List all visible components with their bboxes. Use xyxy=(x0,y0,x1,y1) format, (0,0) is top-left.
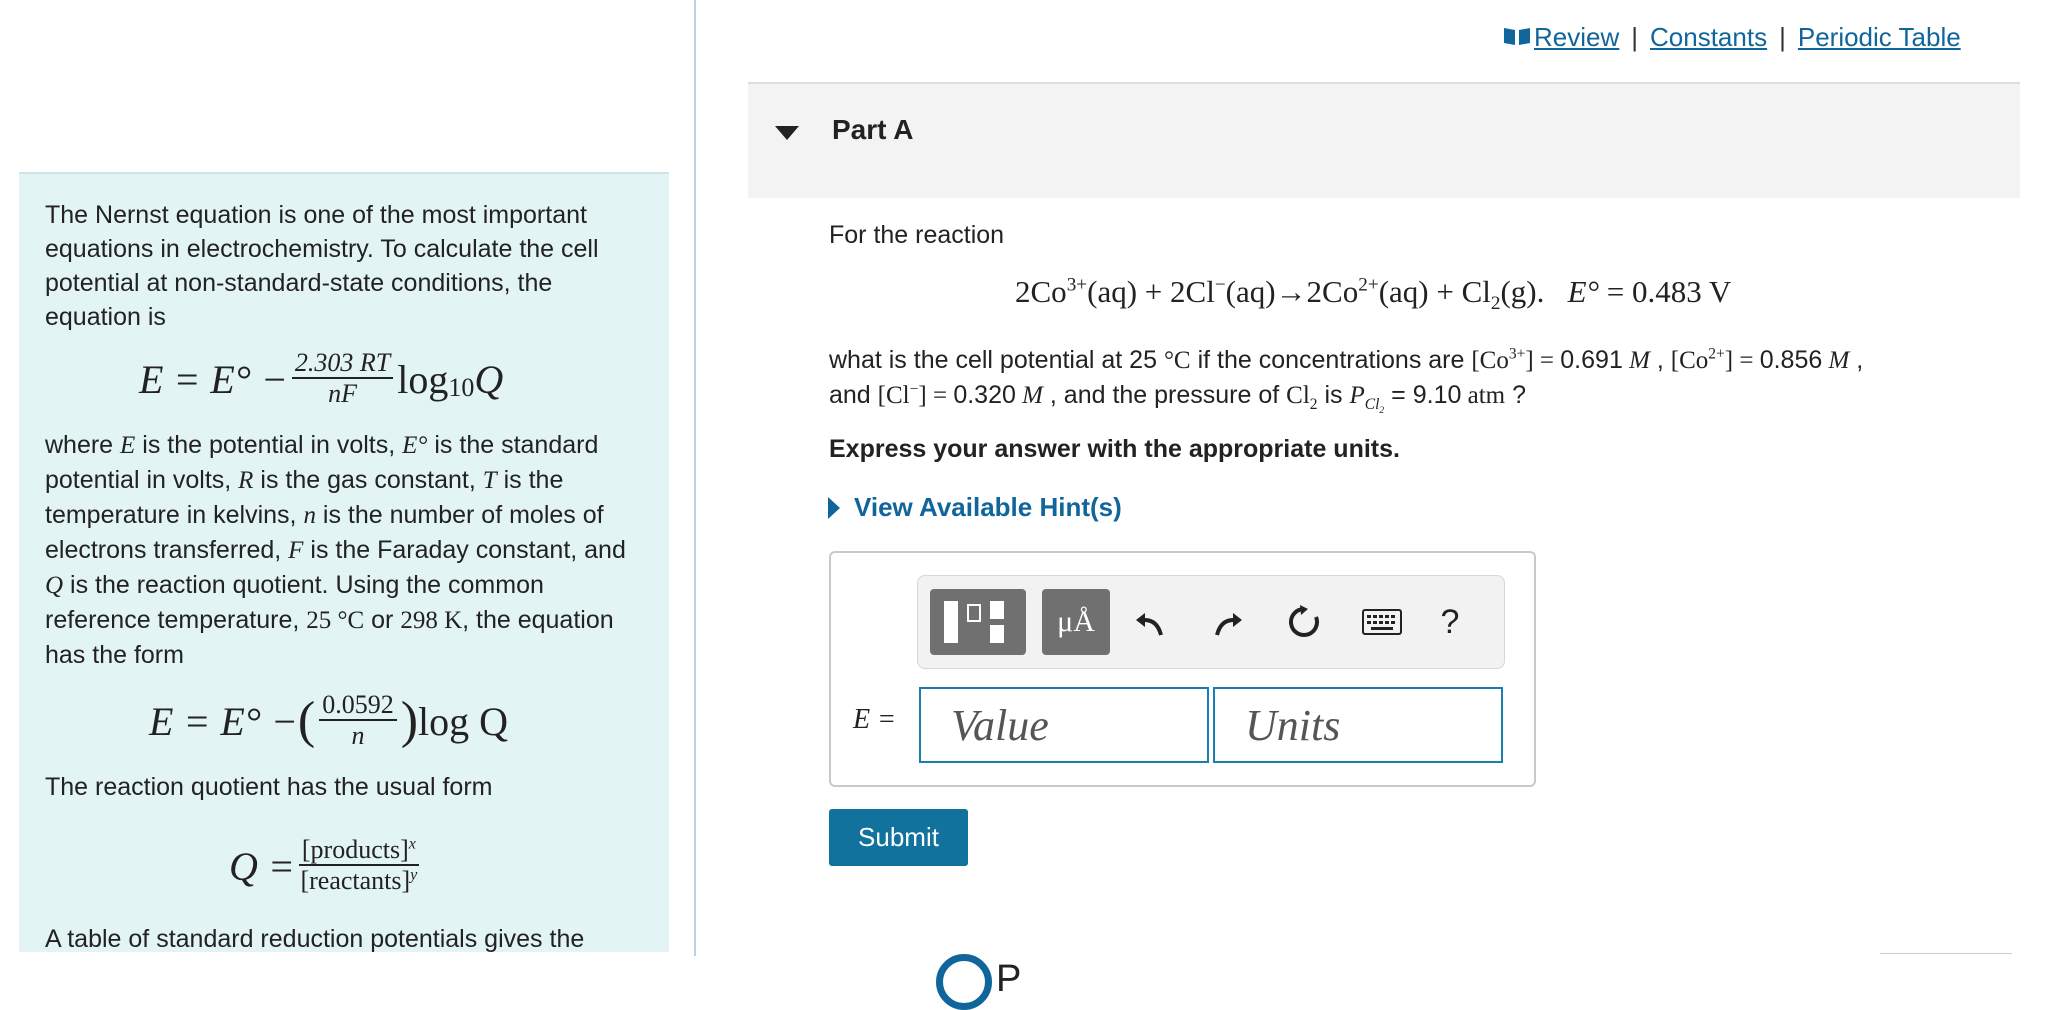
templates-button[interactable] xyxy=(930,589,1026,655)
part-a-header[interactable] xyxy=(748,82,2020,198)
undo-icon xyxy=(1133,605,1167,639)
help-button[interactable]: ? xyxy=(1440,602,1460,641)
intro-panel xyxy=(19,172,669,952)
quotient-paragraph: The reaction quotient has the usual form xyxy=(45,773,493,801)
redo-button[interactable] xyxy=(1206,589,1250,655)
book-icon xyxy=(1502,26,1532,46)
answer-instruction: Express your answer with the appropriate units. xyxy=(829,435,1400,463)
templates-icon xyxy=(940,595,1016,649)
reaction-quotient-equation: Q = $\frac{[products]^x}{[reactants]^y}$ xyxy=(229,835,418,895)
constants-link[interactable]: Constants xyxy=(1650,22,1768,52)
units-input[interactable] xyxy=(1213,687,1503,763)
feedback-icon[interactable] xyxy=(936,954,992,1010)
panel-divider xyxy=(694,0,696,956)
answer-label: E = xyxy=(853,704,896,735)
keyboard-button[interactable] xyxy=(1352,589,1412,655)
reset-icon xyxy=(1286,604,1322,640)
value-input[interactable] xyxy=(919,687,1209,763)
math-toolbar xyxy=(917,575,1505,669)
intro-paragraph: The Nernst equation is one of the most important equations in electrochemistry. To calculate the cell potential at non-standard-state conditions, the equation is xyxy=(45,201,599,331)
part-title: Part A xyxy=(832,114,914,145)
question-text: what is the cell potential at 25 °C if the concentrations are $[Co^{3+}] = 0.691$ M , $[Co^{2+}] = 0.856$ M , and [Cl−] = 0.320 M , and the pressure of $Cl_2$ is $P_{Cl_2} = 9.10$ atm ? xyxy=(829,345,1864,417)
undo-button[interactable] xyxy=(1128,589,1172,655)
bottom-divider xyxy=(1880,953,2012,954)
resource-links: Review | Constants | Periodic Table xyxy=(1502,22,1961,53)
review-link[interactable]: Review xyxy=(1502,22,1619,53)
bottom-label: P xyxy=(996,958,1022,1000)
answer-box xyxy=(829,551,1536,787)
variable-definitions: where E is the potential in volts, E° is the standard potential in volts, R is the gas constant, T is the temperature in kelvins, n is the number of moles of electrons transferred, F is the Faraday constant, and Q is the reaction quotient. Using the common reference temperature, 25 °C or 298 K, the equation has the form xyxy=(45,431,626,669)
table-paragraph: A table of standard reduction potentials gives the xyxy=(45,925,585,953)
reaction-equation: $2Co^{3+}(aq) + 2Cl^-(aq)\to 2Co^{2+}(aq) + Cl_2(g)$. E° = 0.483 V xyxy=(1015,274,1732,315)
redo-icon xyxy=(1211,605,1245,639)
reset-button[interactable] xyxy=(1282,589,1326,655)
units-symbol-button[interactable]: μÅ xyxy=(1042,589,1110,655)
submit-button[interactable]: Submit xyxy=(829,809,968,866)
collapse-caret-icon[interactable] xyxy=(775,126,799,140)
question-intro: For the reaction xyxy=(829,221,1005,249)
keyboard-icon xyxy=(1362,609,1402,635)
nernst-equation: E = E° − $\frac{2.303 RT}{nF}$ log $_{10}$ Q xyxy=(139,348,504,408)
expand-caret-icon xyxy=(828,497,840,519)
simplified-nernst-equation: E = E° − ( $\frac{0.0592}{n}$ ) log Q xyxy=(149,690,509,750)
periodic-table-link[interactable]: Periodic Table xyxy=(1797,22,1961,52)
view-hints-toggle[interactable]: View Available Hint(s) xyxy=(828,492,1122,523)
